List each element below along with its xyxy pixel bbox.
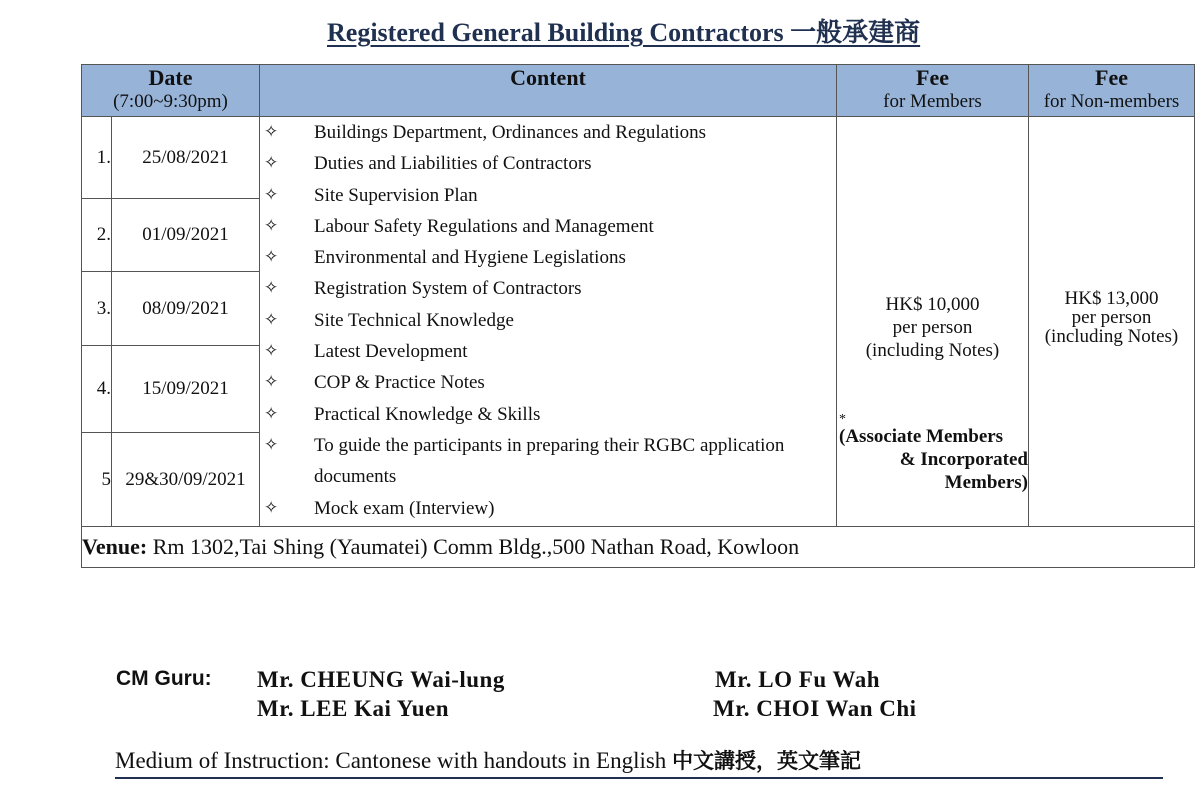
session-date: 08/09/2021 <box>112 272 260 346</box>
asterisk: * <box>839 412 846 427</box>
session-date: 29&30/09/2021 <box>112 433 260 527</box>
fee-nonmembers-header <box>1029 65 1195 117</box>
session-number: 3. <box>82 272 112 346</box>
list-item <box>260 273 836 304</box>
venue-address: Rm 1302,Tai Shing (Yaumatei) Comm Bldg.,500 Nathan Road, Kowloon <box>152 534 800 559</box>
content-header <box>260 65 837 117</box>
associate-members-note <box>837 412 1028 494</box>
list-item-text: Site Technical Knowledge <box>314 309 514 331</box>
fee-members-header-label: Fee <box>916 65 949 90</box>
content-cell <box>260 117 837 527</box>
fee-members-amount: HK$ 10,000 <box>885 294 980 315</box>
session-date: 01/09/2021 <box>112 199 260 272</box>
fee-members-block <box>837 293 1028 362</box>
star-bullet-icon: ✧ <box>264 309 279 330</box>
star-bullet-icon: ✧ <box>264 372 279 393</box>
date-header-time: (7:00~9:30pm) <box>113 91 228 112</box>
list-item <box>260 148 836 179</box>
table-header-row <box>82 65 1195 117</box>
guru-name: Mr. LEE Kai Yuen <box>257 696 450 721</box>
fee-members-header-sub: for Members <box>883 91 982 112</box>
list-item-text: Mock exam (Interview) <box>314 497 495 519</box>
list-item-text: Duties and Liabilities of Contractors <box>314 153 592 175</box>
fee-members-cell <box>837 117 1029 527</box>
fee-members-header <box>837 65 1029 117</box>
list-item-text: Buildings Department, Ordinances and Regulations <box>314 122 707 143</box>
venue-cell <box>82 527 1195 568</box>
date-header <box>82 65 260 117</box>
assoc-line-1: (Associate Members <box>839 426 1004 447</box>
fee-nonmembers-header-sub: for Non-members <box>1043 91 1180 112</box>
guru-name: Mr. CHOI Wan Chi <box>713 696 917 721</box>
guru-name: Mr. CHEUNG Wai-lung <box>257 667 505 692</box>
assoc-line-2: & Incorporated <box>899 449 1028 470</box>
list-item-text: Labour Safety Regulations and Management <box>314 215 654 237</box>
list-item <box>260 211 836 242</box>
session-number: 4. <box>82 346 112 433</box>
list-item <box>260 493 836 524</box>
venue-label: Venue: <box>82 534 148 559</box>
venue-row <box>82 527 1195 568</box>
list-item-text: Latest Development <box>314 341 468 363</box>
session-number: 5 <box>82 433 112 527</box>
table-row <box>82 117 1195 199</box>
list-item-text: Registration System of Contractors <box>314 278 582 300</box>
medium-chinese: 中文講授，英文筆記 <box>672 749 862 773</box>
fee-members-notes: (including Notes) <box>865 340 1000 361</box>
star-bullet-icon: ✧ <box>264 434 279 455</box>
date-header-label: Date <box>148 65 193 90</box>
list-item <box>260 430 836 493</box>
session-date: 25/08/2021 <box>112 117 260 199</box>
session-date: 15/09/2021 <box>112 346 260 433</box>
fee-nonmembers-header-label: Fee <box>1095 65 1128 90</box>
session-number: 1. <box>82 117 112 199</box>
medium-of-instruction <box>115 745 1163 779</box>
fee-nonmembers-block <box>1029 289 1194 346</box>
course-table <box>81 64 1195 568</box>
star-bullet-icon: ✧ <box>264 215 279 236</box>
list-item-text: Environmental and Hygiene Legislations <box>314 247 626 269</box>
guru-label: CM Guru: <box>116 667 212 690</box>
list-item <box>260 242 836 273</box>
star-bullet-icon: ✧ <box>264 341 279 362</box>
fee-nonmembers-notes: (including Notes) <box>1044 326 1179 347</box>
list-item <box>260 367 836 398</box>
list-item <box>260 180 836 211</box>
list-item-text: To guide the participants in preparing their RGBC application documents <box>314 434 785 488</box>
fee-nonmembers-cell <box>1029 117 1195 527</box>
star-bullet-icon: ✧ <box>264 278 279 299</box>
list-item-text: COP & Practice Notes <box>314 372 485 394</box>
star-bullet-icon: ✧ <box>264 122 279 142</box>
star-bullet-icon: ✧ <box>264 184 279 205</box>
page-title: Registered General Building Contractors 一般承建商 <box>327 18 921 47</box>
content-header-label: Content <box>510 65 586 90</box>
list-item-text: Practical Knowledge & Skills <box>314 403 541 425</box>
list-item <box>260 117 836 148</box>
assoc-line-3: Members) <box>944 472 1028 493</box>
list-item <box>260 336 836 367</box>
star-bullet-icon: ✧ <box>264 247 279 268</box>
list-item-text: Site Supervision Plan <box>314 184 478 206</box>
guru-name: Mr. LO Fu Wah <box>715 667 880 692</box>
fee-members-per: per person <box>892 317 973 338</box>
medium-text: Medium of Instruction: Cantonese with handouts in English <box>115 748 673 773</box>
star-bullet-icon: ✧ <box>264 403 279 424</box>
list-item <box>260 305 836 336</box>
list-item <box>260 399 836 430</box>
fee-nonmembers-amount: HK$ 13,000 <box>1064 288 1159 309</box>
session-number: 2. <box>82 199 112 272</box>
star-bullet-icon: ✧ <box>264 497 279 518</box>
fee-nonmembers-per: per person <box>1071 307 1152 328</box>
star-bullet-icon: ✧ <box>264 153 279 174</box>
